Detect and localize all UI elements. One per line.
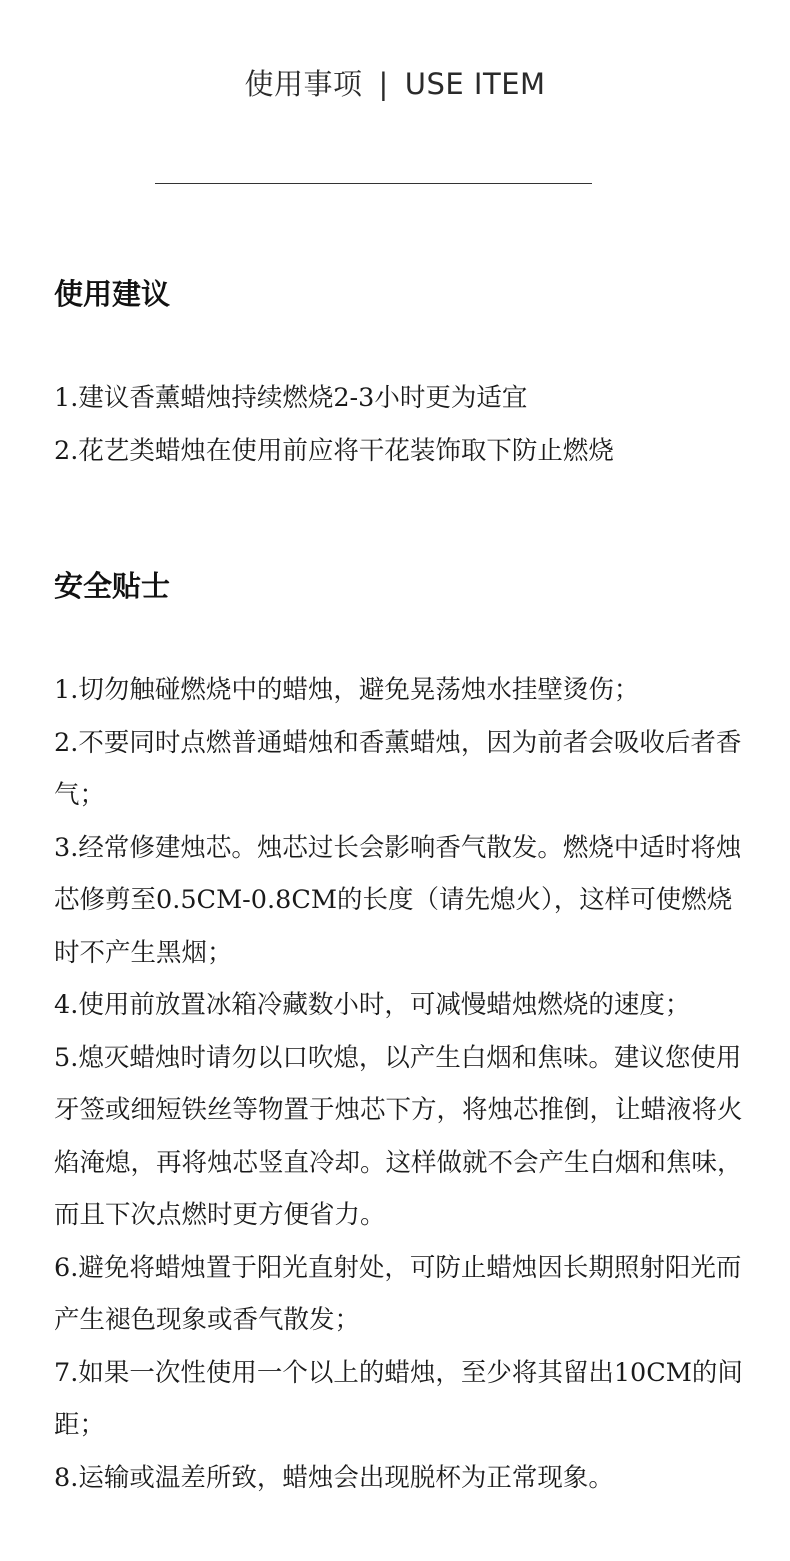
safety-item: 7.如果一次性使用一个以上的蜡烛，至少将其留出10CM的间距； <box>54 1357 743 1440</box>
title-separator: | <box>378 67 389 101</box>
usage-item: 2.花艺类蜡烛在使用前应将干花装饰取下防止燃烧 <box>54 435 614 466</box>
safety-item: 3.经常修建烛芯。烛芯过长会影响香气散发。燃烧中适时将烛芯修剪至0.5CM-0.8CM的长度（请先熄火），这样可使燃烧时不产生黑烟； <box>54 832 742 968</box>
safety-list <box>54 664 744 1504</box>
safety-item: 6.避免将蜡烛置于阳光直射处，可防止蜡烛因长期照射阳光而产生褪色现象或香气散发； <box>54 1252 742 1335</box>
header-divider <box>155 183 592 184</box>
usage-item: 1.建议香薰蜡烛持续燃烧2-3小时更为适宜 <box>54 383 528 413</box>
safety-item: 1.切勿触碰燃烧中的蜡烛，避免晃荡烛水挂壁烫伤； <box>54 675 640 705</box>
safety-item: 5.熄灭蜡烛时请勿以口吹熄，以产生白烟和焦味。建议您使用牙签或细短铁丝等物置于烛芯下方，将烛芯推倒，让蜡液将火焰淹熄，再将烛芯竖直冷却。这样做就不会产生白烟和焦味， 而且下次点燃时更方便省力。 <box>54 1042 743 1230</box>
safety-item: 4.使用前放置冰箱冷藏数小时，可减慢蜡烛燃烧的速度； <box>54 990 691 1020</box>
usage-section-title: 使用建议 <box>54 277 171 311</box>
safety-section-title: 安全贴士 <box>54 569 171 603</box>
safety-item: 8.运输或温差所致，蜡烛会出现脱杯为正常现象。 <box>54 1462 614 1493</box>
page-header <box>0 62 790 106</box>
usage-list <box>54 372 744 477</box>
safety-item: 2.不要同时点燃普通蜡烛和香薰蜡烛，因为前者会吸收后者香气； <box>54 727 742 810</box>
page-title-cn: 使用事项 <box>244 67 363 101</box>
page-title-en: USE ITEM <box>404 67 546 101</box>
